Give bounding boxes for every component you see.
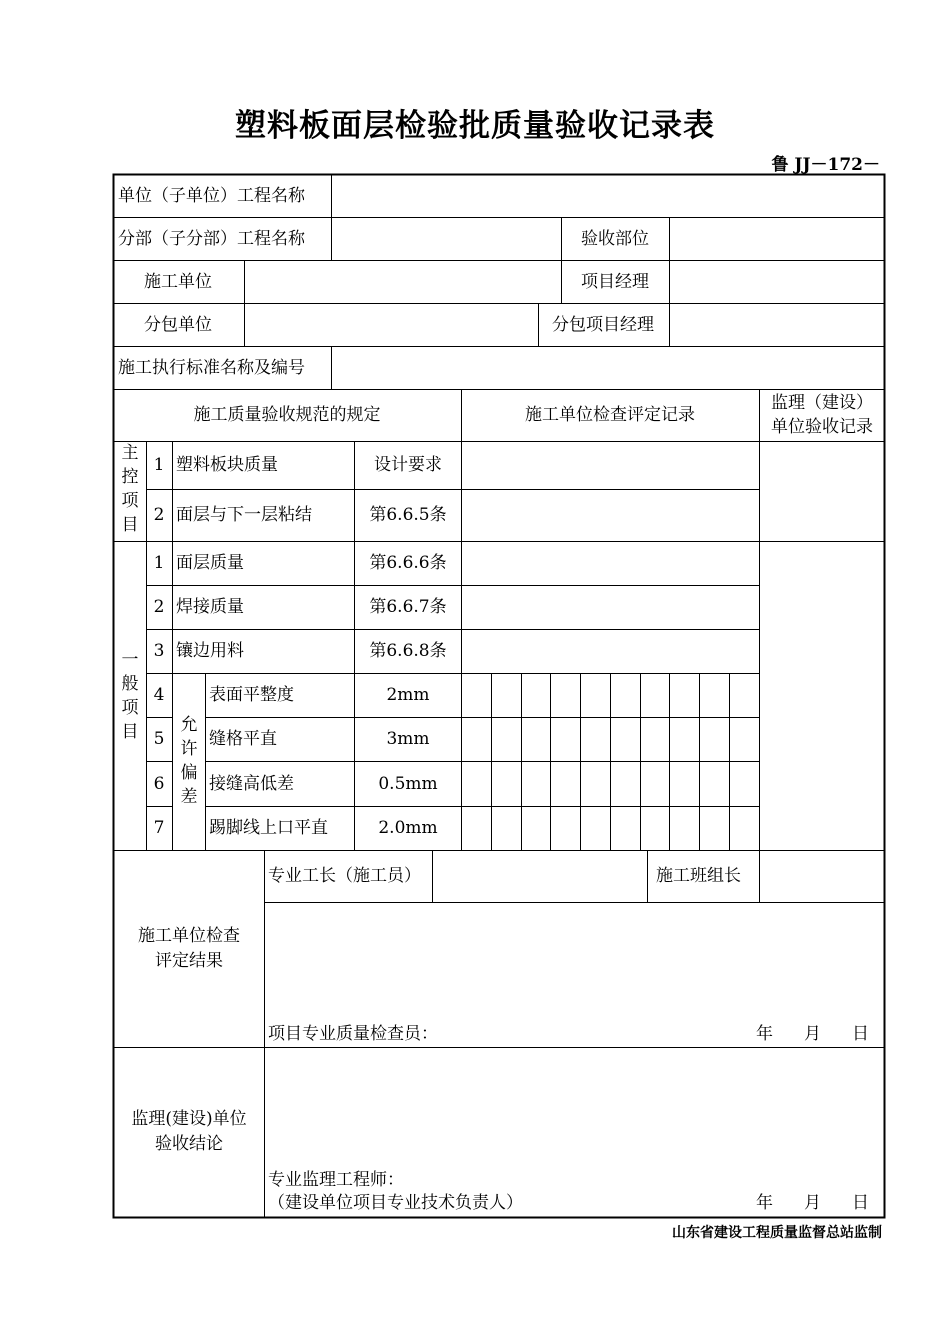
tech-label: （建设单位项目专业技术负责人） [268, 1193, 523, 1213]
conclusion-label-line2: 验收结论 [155, 1134, 223, 1154]
result-date-month: 月 [804, 1024, 821, 1044]
general-row-req: 第6.6.7条 [369, 597, 447, 617]
subcontractor-label: 分包单位 [144, 315, 212, 335]
tolerance-row-item: 表面平整度 [209, 685, 294, 705]
tolerance-row-val: 3mm [386, 729, 430, 749]
constructor-label: 施工单位 [144, 272, 212, 292]
tolerance-row-no: 6 [153, 774, 165, 794]
general-row-req: 第6.6.6条 [369, 553, 447, 573]
main-row-no: 1 [153, 455, 165, 475]
general-row-no: 1 [153, 553, 165, 573]
tolerance-row-val: 2mm [386, 685, 430, 705]
tolerance-row-no: 7 [153, 818, 165, 838]
result-date-year: 年 [756, 1024, 773, 1044]
main-row-item: 面层与下一层粘结 [176, 505, 312, 525]
tolerance-row-item: 踢脚线上口平直 [209, 818, 328, 838]
general-row-item: 焊接质量 [176, 597, 244, 617]
main-row-req: 设计要求 [374, 455, 442, 475]
accept-part-label: 验收部位 [581, 229, 649, 249]
team-leader-label: 施工班组长 [656, 866, 741, 886]
conclusion-date-month: 月 [804, 1193, 821, 1213]
main-row-item: 塑料板块质量 [176, 455, 278, 475]
general-category-label: 一 般 项 目 [121, 650, 139, 742]
engineer-label: 专业监理工程师： [268, 1170, 404, 1190]
inspector-label: 项目专业质量检查员： [268, 1024, 438, 1044]
general-row-no: 3 [153, 641, 165, 661]
tolerance-row-no: 4 [153, 685, 165, 705]
general-row-req: 第6.6.8条 [369, 641, 447, 661]
tolerance-row-val: 0.5mm [378, 774, 438, 794]
tolerance-row-no: 5 [153, 729, 165, 749]
form-code: 鲁 JJ－172－ [771, 155, 880, 175]
result-label-line2: 评定结果 [155, 951, 223, 971]
tolerance-row-val: 2.0mm [378, 818, 438, 838]
tolerance-row-item: 接缝高低差 [209, 774, 294, 794]
footer-issuer: 山东省建设工程质量监督总站监制 [672, 1225, 882, 1241]
tolerance-row-item: 缝格平直 [209, 729, 277, 749]
sub-pm-label: 分包项目经理 [552, 315, 654, 335]
supervisor-heading-line1: 监理（建设） [771, 393, 873, 413]
main-category-label: 主 控 项 目 [121, 443, 139, 535]
conclusion-label-line1: 监理(建设)单位 [131, 1109, 247, 1129]
unit-name-label: 单位（子单位）工程名称 [118, 186, 305, 206]
conclusion-date-year: 年 [756, 1193, 773, 1213]
main-row-no: 2 [153, 505, 165, 525]
page-title: 塑料板面层检验批质量验收记录表 [235, 108, 715, 144]
conclusion-date-day: 日 [852, 1193, 869, 1213]
main-row-req: 第6.6.5条 [369, 505, 447, 525]
result-date-day: 日 [852, 1024, 869, 1044]
standard-label: 施工执行标准名称及编号 [118, 358, 305, 378]
sub-name-label: 分部（子分部）工程名称 [118, 229, 305, 249]
general-row-item: 镶边用料 [176, 641, 244, 661]
foreman-label: 专业工长（施工员） [268, 866, 421, 886]
tolerance-label: 允 许 偏 差 [180, 715, 198, 807]
pm-label: 项目经理 [581, 272, 649, 292]
result-label-line1: 施工单位检查 [138, 926, 240, 946]
general-row-no: 2 [153, 597, 165, 617]
check-heading: 施工单位检查评定记录 [525, 405, 695, 425]
spec-heading: 施工质量验收规范的规定 [193, 405, 381, 425]
general-row-item: 面层质量 [176, 553, 244, 573]
supervisor-heading-line2: 单位验收记录 [771, 417, 873, 437]
